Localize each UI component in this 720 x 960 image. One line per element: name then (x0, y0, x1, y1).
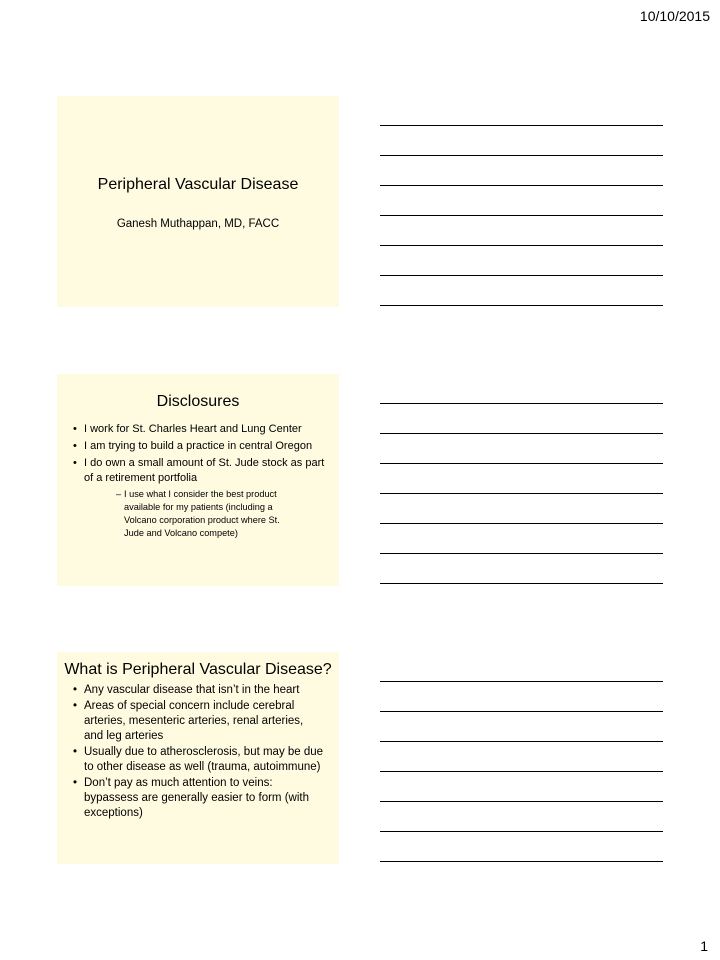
bullet-item: • I am trying to build a practice in central Oregon (57, 439, 339, 454)
slide-thumbnail-title (57, 96, 339, 307)
note-line (380, 463, 663, 464)
note-line (380, 831, 663, 832)
slide-title: Peripheral Vascular Disease (97, 176, 299, 193)
bullet-text: I do own a small amount of St. Jude stock as part of a retirement portfolia (84, 457, 325, 484)
bullet-item: • Any vascular disease that isn’t in the heart (57, 683, 339, 698)
note-line (380, 771, 663, 772)
note-line (380, 185, 663, 186)
note-line (380, 433, 663, 434)
notes-lines-2 (380, 374, 663, 586)
bullet-list (57, 422, 339, 540)
note-line (380, 553, 663, 554)
note-line (380, 711, 663, 712)
note-line (380, 215, 663, 216)
bullet-item: • I work for St. Charles Heart and Lung Center (57, 422, 339, 437)
note-line (380, 493, 663, 494)
header-date: 10/10/2015 (639, 8, 710, 24)
notes-lines-3 (380, 652, 663, 864)
note-line (380, 801, 663, 802)
notes-lines-1 (380, 96, 663, 307)
note-line (380, 403, 663, 404)
note-line (380, 275, 663, 276)
slide-title: Disclosures (156, 393, 240, 410)
slide-thumbnail-what-is-pvd (57, 652, 339, 864)
bullet-list (57, 683, 339, 821)
page-number: 1 (700, 938, 708, 954)
note-line (380, 523, 663, 524)
bullet-item: • Don’t pay as much attention to veins: bypassess are generally easier to form (with exceptions) (57, 776, 339, 821)
bullet-item (57, 456, 339, 540)
note-line (380, 245, 663, 246)
slide-author: Ganesh Muthappan, MD, FACC (116, 218, 280, 230)
bullet-item: • Areas of special concern include cerebral arteries, mesenteric arteries, renal arteries, and leg arteries (57, 699, 339, 744)
note-line (380, 155, 663, 156)
note-line (380, 861, 663, 862)
note-line (380, 305, 663, 306)
note-line (380, 741, 663, 742)
note-line (380, 681, 663, 682)
slide-thumbnail-disclosures (57, 374, 339, 586)
slide-title: What is Peripheral Vascular Disease? (64, 661, 332, 678)
sub-bullet-list (84, 488, 325, 540)
bullet-item: • Usually due to atherosclerosis, but may be due to other disease as well (trauma, autoimmune) (57, 745, 339, 775)
note-line (380, 583, 663, 584)
note-line (380, 125, 663, 126)
sub-bullet-item: – I use what I consider the best product available for my patients (including a Volcano corporation product where St. Jude and Volcano compete) (84, 488, 325, 540)
